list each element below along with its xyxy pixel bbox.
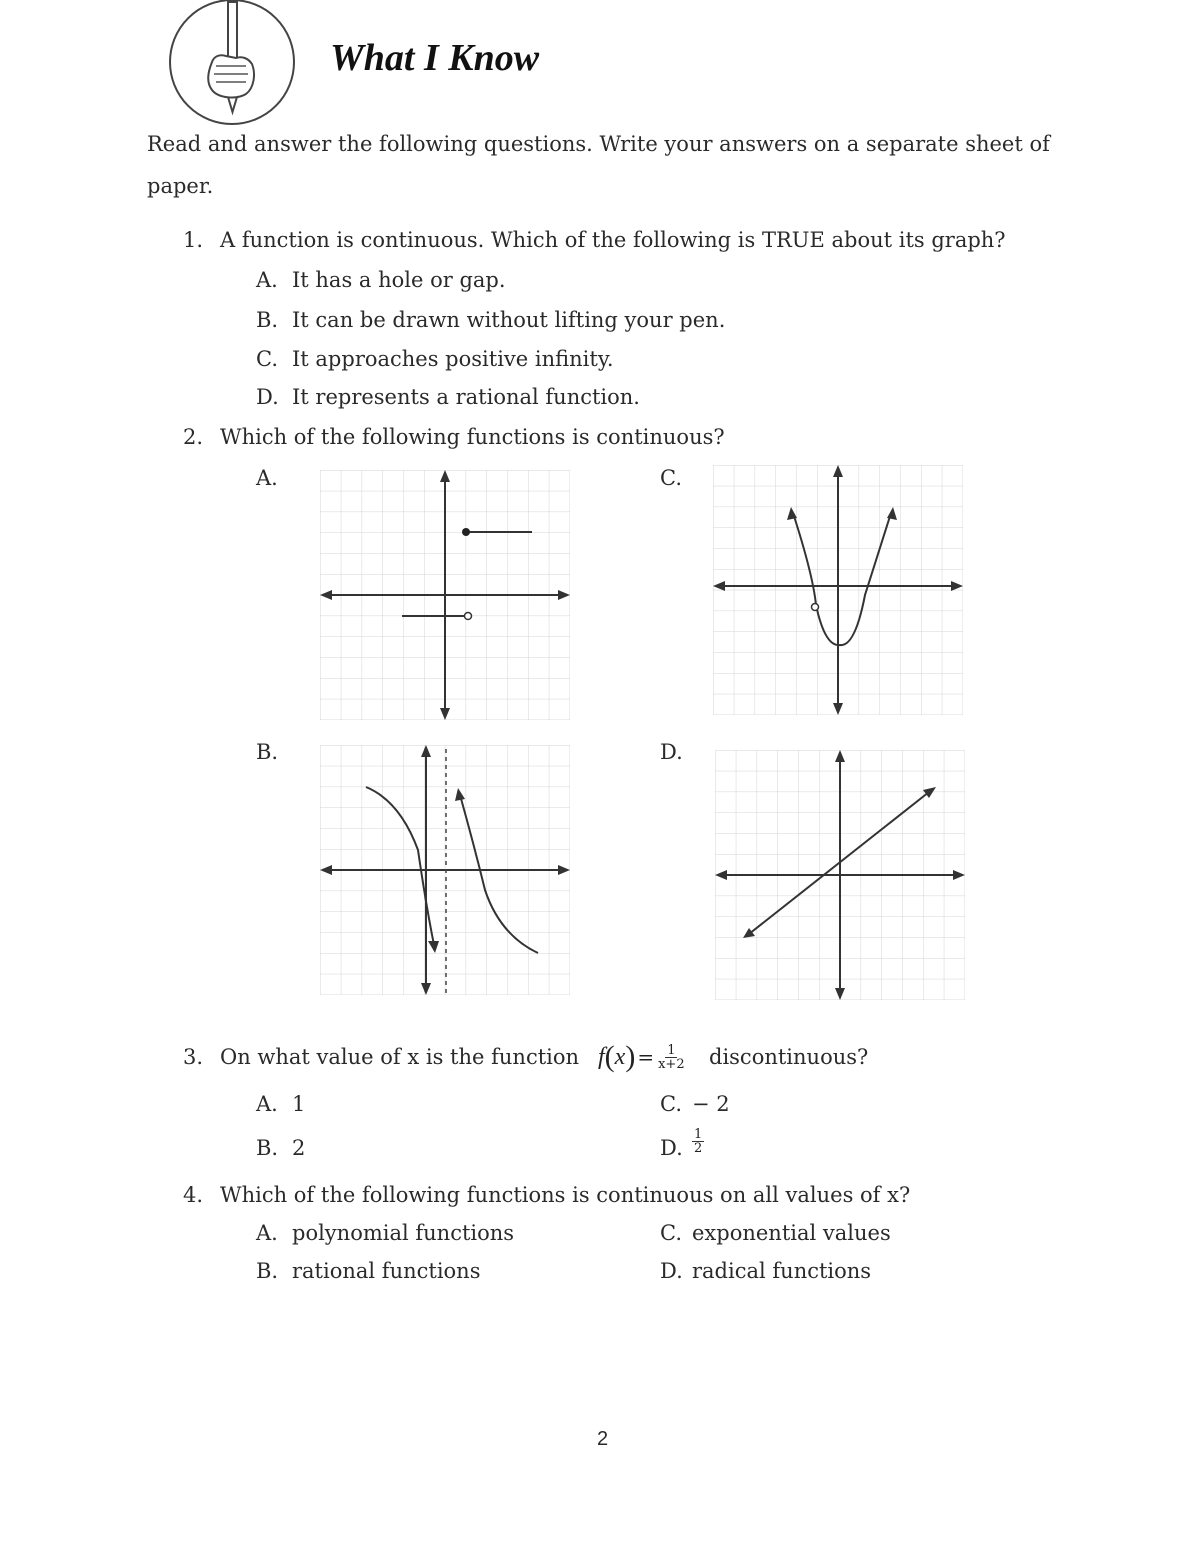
question-2-number: 2.	[183, 425, 204, 449]
function-name: f	[598, 1043, 605, 1070]
q1-choice-b-text: It can be drawn without lifting your pen.	[292, 308, 726, 332]
question-1-number: 1.	[183, 228, 204, 252]
graph-b-asymptote-function	[320, 745, 570, 995]
q4-choice-c-text: exponential values	[692, 1221, 891, 1245]
q3-choice-d-fraction	[690, 1128, 706, 1155]
graph-d-linear-function	[715, 750, 965, 1000]
q2-choice-a-letter: A.	[256, 466, 278, 490]
q4-choice-b-letter: B.	[256, 1259, 279, 1283]
q1-choice-d-letter: D.	[256, 385, 279, 409]
function-expression: f ( x ) = $\frac{1}{x+2}$	[598, 1040, 685, 1073]
instructions-line-2: paper.	[147, 174, 214, 198]
q3-choice-a-letter: A.	[256, 1092, 278, 1116]
q3-d-denominator: 2	[694, 1141, 703, 1156]
question-4-text: Which of the following functions is continuous on all values of x?	[220, 1183, 911, 1207]
q2-choice-b-letter: B.	[256, 740, 279, 764]
q4-choice-d-text: radical functions	[692, 1259, 872, 1283]
q4-choice-d-letter: D.	[660, 1259, 683, 1283]
q4-choice-c-letter: C.	[660, 1221, 682, 1245]
function-variable: x	[614, 1043, 626, 1070]
fraction-denominator: x+2	[658, 1056, 685, 1072]
question-3-text-after: discontinuous?	[709, 1045, 869, 1069]
instructions-line-1: Read and answer the following questions. Write your answers on a separate sheet of	[147, 132, 1050, 156]
question-3-text-before: On what value of x is the function	[220, 1045, 580, 1069]
q3-choice-c-text: − 2	[692, 1092, 730, 1116]
page-number: 2	[597, 1428, 609, 1450]
q2-choice-d-letter: D.	[660, 740, 683, 764]
q1-choice-a-text: It has a hole or gap.	[292, 268, 506, 292]
q1-choice-c-text: It approaches positive infinity.	[292, 347, 614, 371]
q3-choice-b-text: 2	[292, 1136, 306, 1160]
hand-holding-pencil-icon	[160, 0, 305, 128]
q1-choice-a-letter: A.	[256, 268, 278, 292]
q3-choice-d-letter: D.	[660, 1136, 683, 1160]
q4-choice-a-text: polynomial functions	[292, 1221, 515, 1245]
question-1-text: A function is continuous. Which of the following is TRUE about its graph?	[220, 228, 1006, 252]
graph-a-step-function	[320, 470, 570, 720]
q2-choice-c-letter: C.	[660, 466, 682, 490]
question-4-number: 4.	[183, 1183, 204, 1207]
q3-choice-a-text: 1	[292, 1092, 306, 1116]
q3-choice-b-letter: B.	[256, 1136, 279, 1160]
function-fraction	[658, 1044, 685, 1071]
fraction-numerator: 1	[667, 1042, 676, 1058]
q3-d-numerator: 1	[694, 1127, 703, 1142]
question-3-number: 3.	[183, 1045, 204, 1069]
question-2-text: Which of the following functions is continuous?	[220, 425, 725, 449]
q1-choice-d-text: It represents a rational function.	[292, 385, 640, 409]
graph-c-parabola-with-hole	[713, 465, 963, 715]
q3-choice-c-letter: C.	[660, 1092, 682, 1116]
q1-choice-c-letter: C.	[256, 347, 278, 371]
q4-choice-a-letter: A.	[256, 1221, 278, 1245]
page-title: What I Know	[330, 37, 540, 79]
q4-choice-b-text: rational functions	[292, 1259, 481, 1283]
q1-choice-b-letter: B.	[256, 308, 279, 332]
